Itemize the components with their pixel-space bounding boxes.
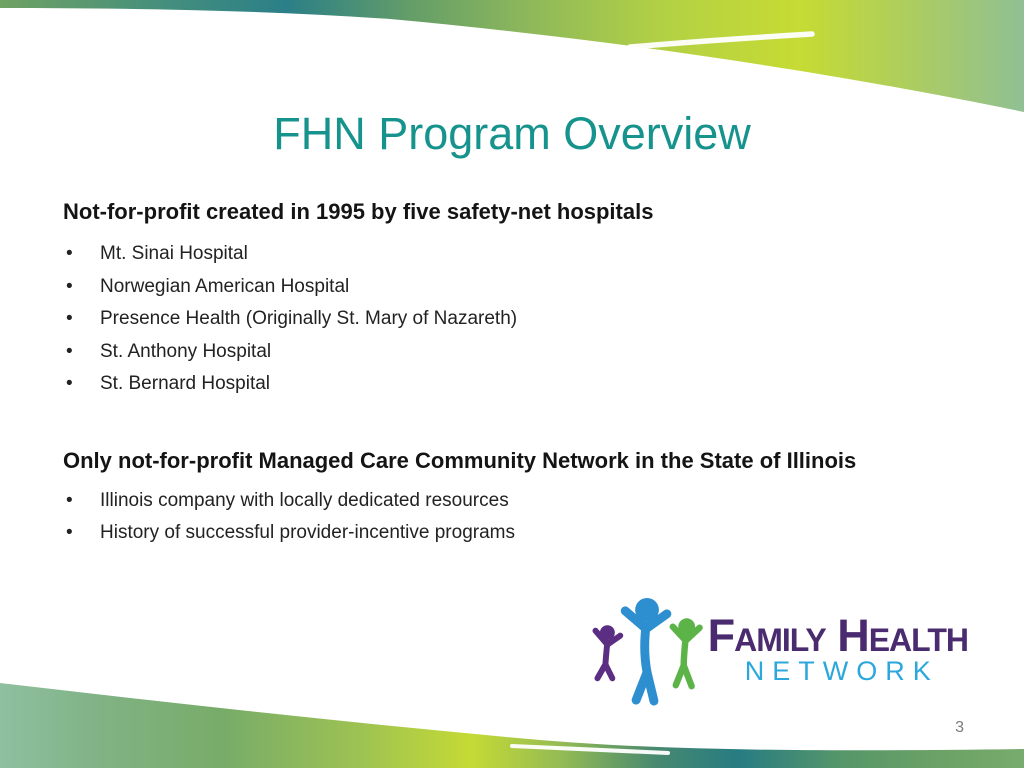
- slide-title: FHN Program Overview: [273, 108, 751, 159]
- slide-body: [63, 196, 923, 550]
- list-item: • St. Bernard Hospital: [63, 368, 923, 401]
- green-figure-icon: [672, 618, 699, 686]
- blue-figure-icon: [625, 598, 667, 701]
- family-figures-icon: [590, 596, 712, 710]
- network-bullet-list: [63, 485, 923, 550]
- list-item: • Illinois company with locally dedicated resources: [63, 485, 923, 518]
- logo-text: [708, 596, 968, 687]
- purple-figure-icon: [595, 625, 620, 678]
- family-health-network-logo: [590, 596, 968, 710]
- list-item: • Norwegian American Hospital: [63, 271, 923, 304]
- list-item: • Presence Health (Originally St. Mary of Nazareth): [63, 303, 923, 336]
- top-swoosh-decoration: [0, 0, 1024, 120]
- hospital-bullet-list: [63, 238, 923, 401]
- logo-network-text: NETWORK: [744, 656, 939, 686]
- section-heading: Only not-for-profit Managed Care Community Network in the State of Illinois: [63, 447, 857, 473]
- section-heading: Not-for-profit created in 1995 by five safety-net hospitals: [63, 199, 654, 224]
- list-item: • Mt. Sinai Hospital: [63, 238, 923, 271]
- list-item: • History of successful provider-incentive programs: [63, 517, 923, 550]
- page-number: 3: [955, 719, 964, 736]
- section-hospitals: [63, 196, 923, 401]
- logo-family-health-text: Family Health: [707, 610, 968, 661]
- list-item: • St. Anthony Hospital: [63, 336, 923, 369]
- section-network: [63, 445, 923, 550]
